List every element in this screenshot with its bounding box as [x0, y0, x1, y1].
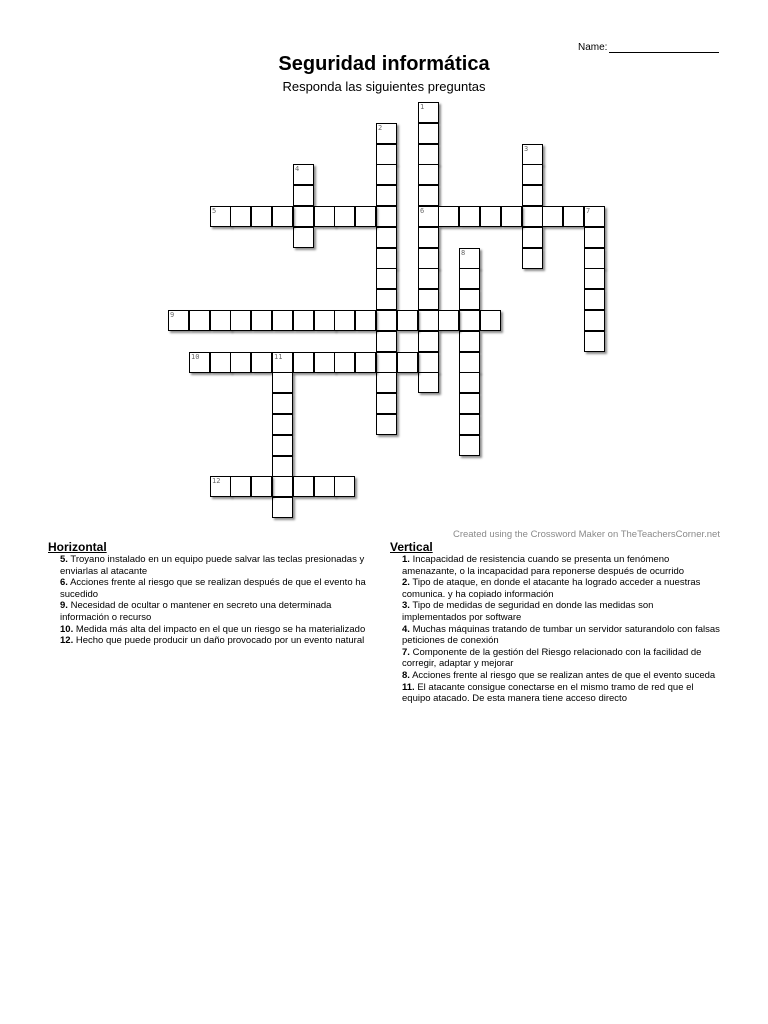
crossword-cell[interactable] — [293, 206, 314, 227]
crossword-cell[interactable] — [376, 331, 397, 352]
crossword-cell[interactable] — [418, 144, 439, 165]
crossword-cell[interactable] — [480, 310, 501, 331]
crossword-cell[interactable] — [418, 227, 439, 248]
crossword-cell[interactable] — [272, 372, 293, 393]
clue-item: 10. Medida más alta del impacto en el que un riesgo se ha materializado — [60, 623, 366, 635]
cell-number: 10 — [191, 353, 200, 361]
cell-number: 2 — [378, 124, 383, 132]
crossword-cell[interactable] — [251, 206, 272, 227]
crossword-cell[interactable] — [272, 414, 293, 435]
crossword-cell[interactable] — [376, 123, 397, 144]
crossword-cell[interactable] — [230, 476, 251, 497]
crossword-cell[interactable] — [418, 185, 439, 206]
cell-number: 12 — [212, 477, 221, 485]
crossword-cell[interactable] — [459, 372, 480, 393]
crossword-cell[interactable] — [522, 164, 543, 185]
crossword-cell[interactable] — [230, 206, 251, 227]
crossword-cell[interactable] — [522, 227, 543, 248]
crossword-cell[interactable] — [459, 268, 480, 289]
crossword-cell[interactable] — [272, 476, 293, 497]
crossword-cell[interactable] — [293, 185, 314, 206]
cell-number: 9 — [170, 311, 175, 319]
crossword-cell[interactable] — [355, 310, 376, 331]
crossword-cell[interactable] — [168, 310, 189, 331]
credit-text: Created using the Crossword Maker on TheTeachersCorner.net — [452, 529, 720, 540]
crossword-cell[interactable] — [418, 268, 439, 289]
crossword-cell[interactable] — [272, 435, 293, 456]
crossword-cell[interactable] — [584, 206, 605, 227]
crossword-cell[interactable] — [376, 372, 397, 393]
clue-item: 9. Necesidad de ocultar o mantener en secreto una determinada información o recurso — [60, 600, 332, 623]
crossword-cell[interactable] — [272, 497, 293, 518]
crossword-cell[interactable] — [376, 352, 397, 373]
horizontal-heading: Horizontal — [48, 540, 107, 554]
crossword-cell[interactable] — [480, 206, 501, 227]
vertical-heading: Vertical — [390, 540, 433, 554]
crossword-cell[interactable] — [584, 289, 605, 310]
crossword-cell[interactable] — [376, 206, 397, 227]
crossword-cell[interactable] — [438, 206, 459, 227]
crossword-cell[interactable] — [418, 164, 439, 185]
crossword-cell[interactable] — [210, 310, 231, 331]
cell-number: 8 — [461, 249, 466, 257]
crossword-cell[interactable] — [293, 164, 314, 185]
clue-item: 5. Troyano instalado en un equipo puede salvar las teclas presionadas y enviarlas al atacante — [60, 554, 365, 577]
crossword-cell[interactable] — [418, 310, 439, 331]
crossword-cell[interactable] — [418, 372, 439, 393]
crossword-cell[interactable] — [189, 352, 210, 373]
crossword-cell[interactable] — [376, 310, 397, 331]
crossword-cell[interactable] — [418, 206, 439, 227]
crossword-cell[interactable] — [376, 268, 397, 289]
crossword-cell[interactable] — [230, 310, 251, 331]
crossword-cell[interactable] — [355, 206, 376, 227]
horizontal-clues — [48, 540, 380, 647]
cell-number: 5 — [212, 207, 217, 215]
crossword-cell[interactable] — [334, 206, 355, 227]
crossword-cell[interactable] — [210, 476, 231, 497]
crossword-cell[interactable] — [293, 476, 314, 497]
crossword-cell[interactable] — [459, 352, 480, 373]
crossword-cell[interactable] — [459, 414, 480, 435]
page-title: Seguridad informática — [278, 53, 490, 75]
crossword-cell[interactable] — [459, 289, 480, 310]
clue-item: 1. Incapacidad de resistencia cuando se presenta un fenómeno amenazante, o la incapacidad para reponerse después de ocurrido — [402, 554, 685, 577]
crossword-cell[interactable] — [230, 352, 251, 373]
crossword-cell[interactable] — [314, 476, 335, 497]
crossword-cell[interactable] — [584, 227, 605, 248]
vertical-clues — [390, 540, 720, 705]
crossword-cell[interactable] — [272, 310, 293, 331]
crossword-cell[interactable] — [584, 248, 605, 269]
crossword-cell[interactable] — [376, 185, 397, 206]
clue-item: 12. Hecho que puede producir un daño provocado por un evento natural — [60, 635, 365, 647]
crossword-cell[interactable] — [418, 123, 439, 144]
crossword-cell[interactable] — [376, 393, 397, 414]
crossword-cell[interactable] — [418, 289, 439, 310]
crossword-cell[interactable] — [376, 227, 397, 248]
crossword-cell[interactable] — [334, 352, 355, 373]
crossword-cell[interactable] — [251, 476, 272, 497]
crossword-cell[interactable] — [459, 310, 480, 331]
crossword-cell[interactable] — [251, 352, 272, 373]
crossword-cell[interactable] — [584, 331, 605, 352]
crossword-cell[interactable] — [334, 310, 355, 331]
crossword-cell[interactable] — [459, 206, 480, 227]
crossword-cell[interactable] — [314, 352, 335, 373]
clue-item: 11. El atacante consigue conectarse en el mismo tramo de red que el equipo atacado. De esta manera tiene acceso directo — [402, 681, 694, 705]
crossword-cell[interactable] — [418, 248, 439, 269]
clue-item: 3. Tipo de medidas de seguridad en donde las medidas son implementados por software — [402, 600, 654, 623]
crossword-cell[interactable] — [272, 206, 293, 227]
crossword-cell[interactable] — [189, 310, 210, 331]
crossword-cell[interactable] — [584, 268, 605, 289]
cell-number: 3 — [524, 145, 529, 153]
crossword-cell[interactable] — [563, 206, 584, 227]
crossword-cell[interactable] — [376, 414, 397, 435]
crossword-cell[interactable] — [210, 206, 231, 227]
name-label: Name: — [578, 42, 608, 53]
crossword-cell[interactable] — [522, 144, 543, 165]
crossword-cell[interactable] — [376, 289, 397, 310]
crossword-cell[interactable] — [522, 185, 543, 206]
crossword-cell[interactable] — [584, 310, 605, 331]
clue-item: 6. Acciones frente al riesgo que se realizan después de que el evento ha sucedido — [60, 577, 366, 600]
crossword-cell[interactable] — [438, 310, 459, 331]
crossword-cell[interactable] — [459, 248, 480, 269]
crossword-cell[interactable] — [459, 331, 480, 352]
crossword-cell[interactable] — [459, 393, 480, 414]
crossword-cell[interactable] — [397, 352, 418, 373]
crossword-cell[interactable] — [293, 352, 314, 373]
crossword-cell[interactable] — [522, 248, 543, 269]
crossword-cell[interactable] — [418, 331, 439, 352]
crossword-cell[interactable] — [418, 102, 439, 123]
cell-number: 7 — [586, 207, 591, 215]
crossword-cell[interactable] — [376, 248, 397, 269]
crossword-cell[interactable] — [251, 310, 272, 331]
crossword-cell[interactable] — [334, 476, 355, 497]
crossword-cell[interactable] — [272, 393, 293, 414]
crossword-cell[interactable] — [542, 206, 563, 227]
crossword-cell[interactable] — [376, 144, 397, 165]
crossword-cell[interactable] — [376, 164, 397, 185]
cell-number: 11 — [274, 353, 283, 361]
clue-item: 2. Tipo de ataque, en donde el atacante ha logrado acceder a nuestras comunica. y ha copiado información — [402, 577, 701, 600]
crossword-cell[interactable] — [272, 352, 293, 373]
crossword-cell[interactable] — [314, 206, 335, 227]
crossword-cell[interactable] — [501, 206, 522, 227]
crossword-cell[interactable] — [210, 352, 231, 373]
crossword-cell[interactable] — [397, 310, 418, 331]
clue-item: 7. Componente de la gestión del Riesgo relacionado con la facilidad de corregir, adaptar y mejorar — [402, 646, 702, 670]
clue-item: 8. Acciones frente al riesgo que se realizan antes de que el evento suceda — [402, 669, 716, 681]
cell-number: 4 — [295, 165, 300, 173]
clue-item: 4. Muchas máquinas tratando de tumbar un servidor saturandolo con falsas peticiones de conexión — [402, 623, 720, 647]
cell-number: 6 — [420, 207, 425, 215]
crossword-cell[interactable] — [293, 310, 314, 331]
crossword-cell[interactable] — [522, 206, 543, 227]
cell-number: 1 — [420, 103, 425, 111]
crossword-cell[interactable] — [459, 435, 480, 456]
crossword-cell[interactable] — [293, 227, 314, 248]
crossword-cell[interactable] — [418, 352, 439, 373]
crossword-cell[interactable] — [314, 310, 335, 331]
crossword-cell[interactable] — [272, 456, 293, 477]
page-subtitle: Responda las siguientes preguntas — [282, 79, 486, 94]
crossword-cell[interactable] — [355, 352, 376, 373]
